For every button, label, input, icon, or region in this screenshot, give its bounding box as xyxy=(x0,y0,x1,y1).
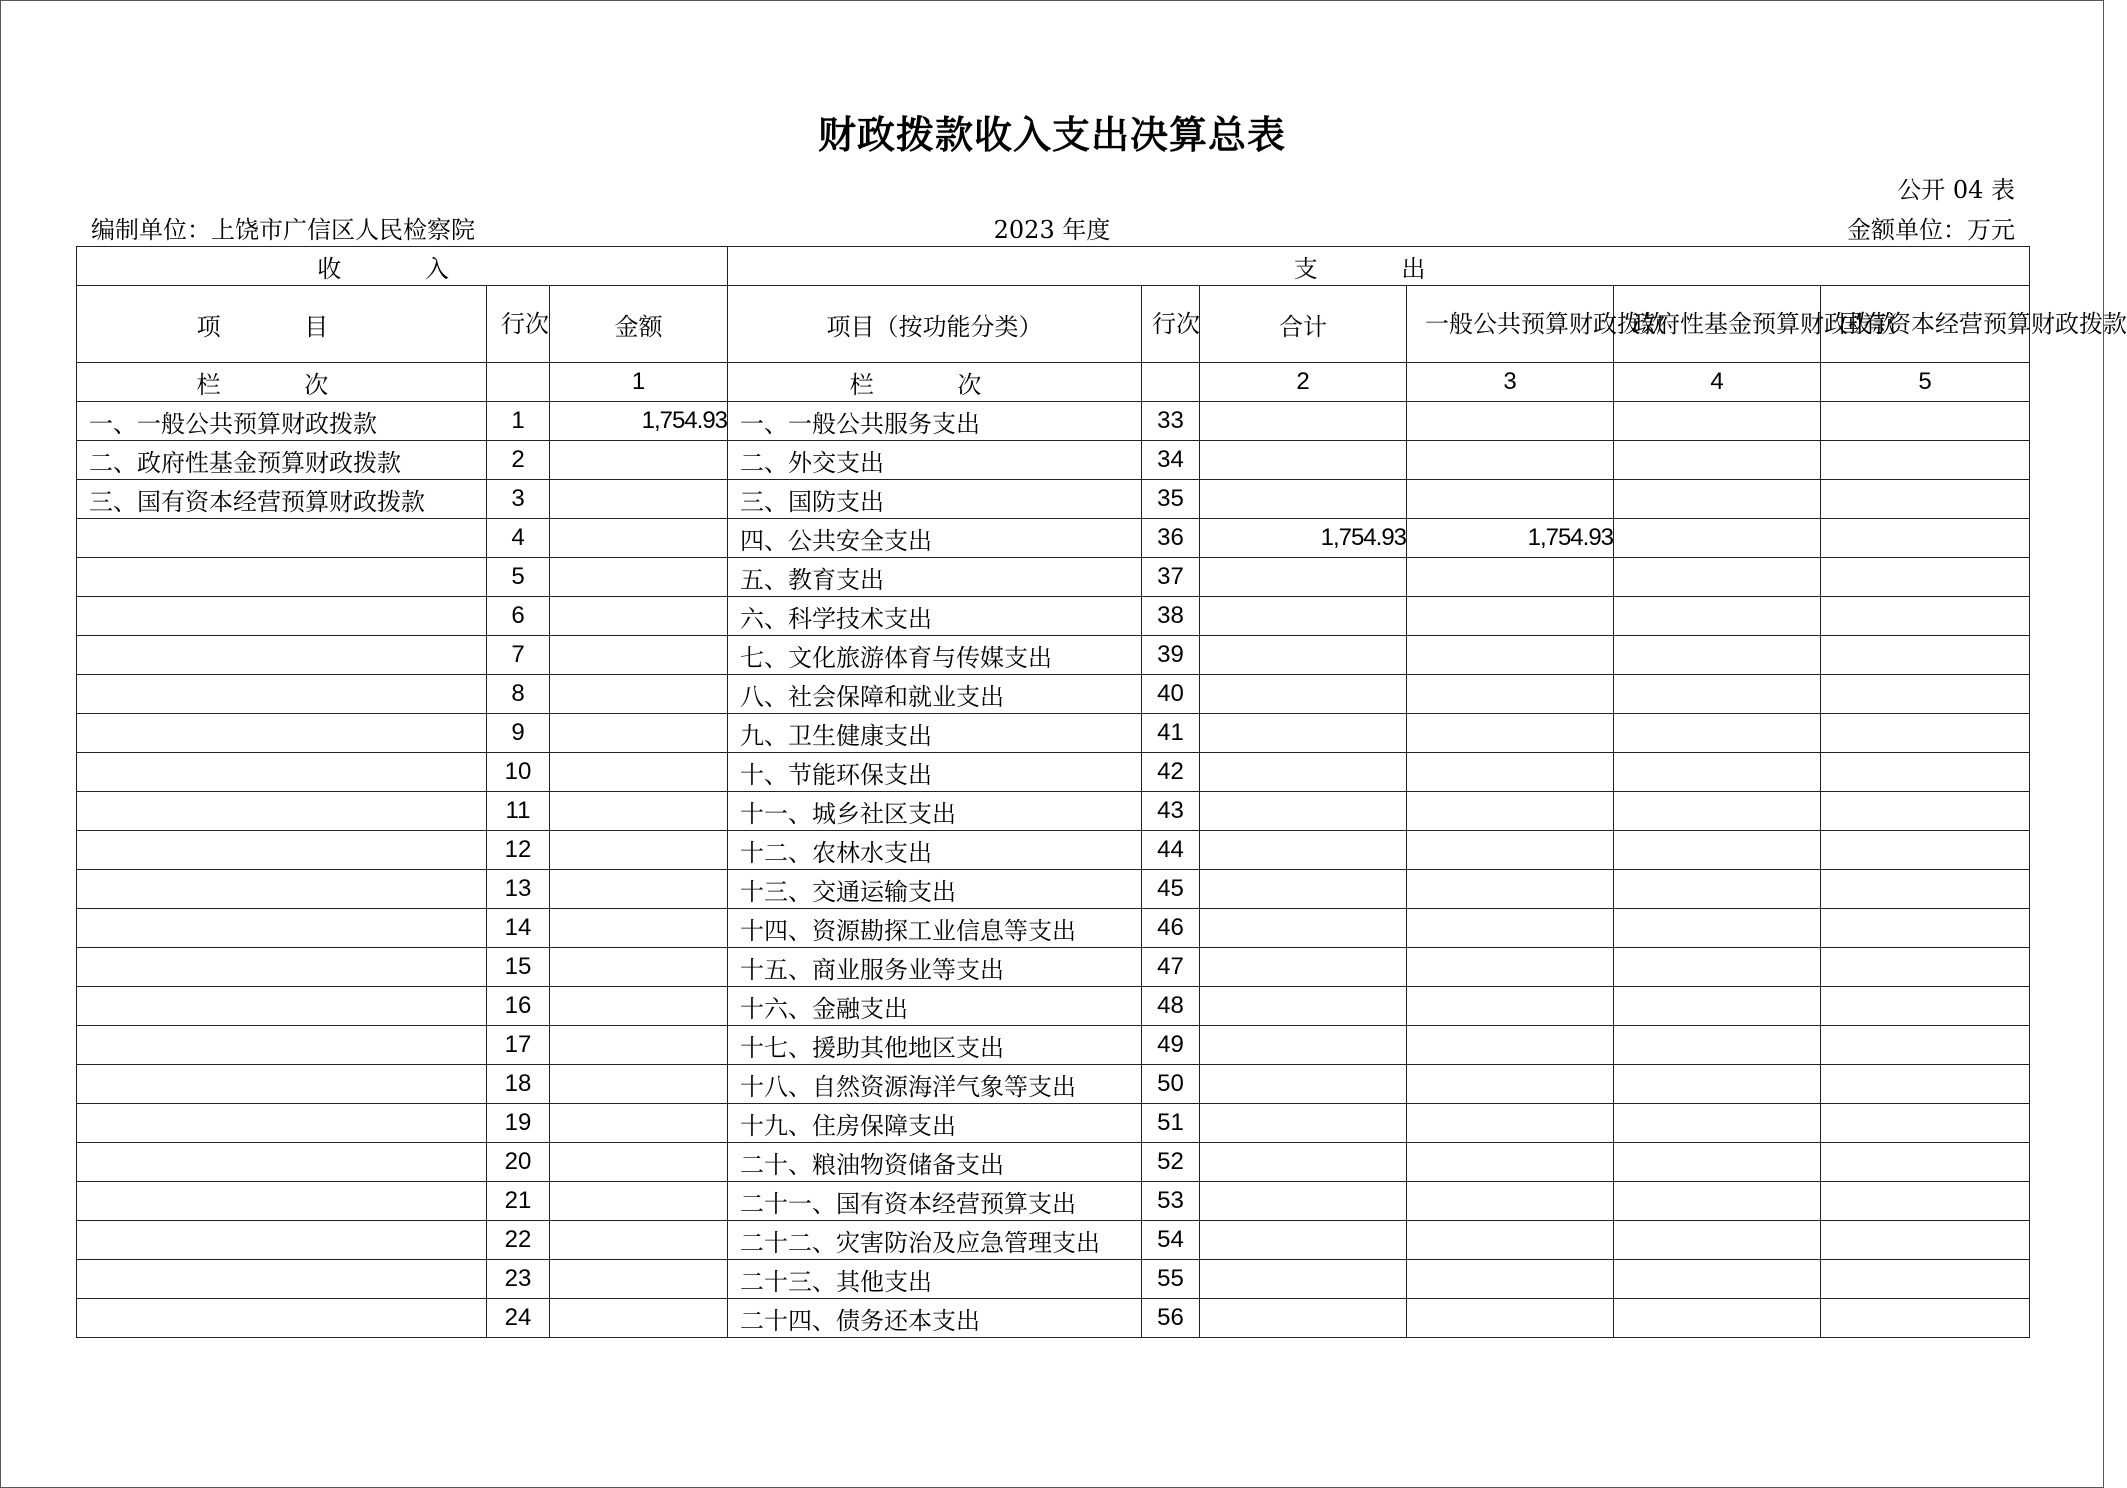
general-budget-amount xyxy=(1407,909,1614,948)
general-budget-amount xyxy=(1407,714,1614,753)
gov-fund-amount xyxy=(1614,987,1821,1026)
state-capital-amount xyxy=(1821,948,2030,987)
expenditure-row-no: 35 xyxy=(1142,480,1200,519)
general-budget-amount xyxy=(1407,1026,1614,1065)
expenditure-row-no: 39 xyxy=(1142,636,1200,675)
state-capital-amount xyxy=(1821,675,2030,714)
table-row xyxy=(77,1065,2030,1104)
table-row xyxy=(77,714,2030,753)
income-row-no: 24 xyxy=(487,1299,550,1338)
row-no-header: 行次 xyxy=(487,286,550,363)
empty-cell xyxy=(487,363,550,402)
gov-fund-amount xyxy=(1614,1143,1821,1182)
income-row-no: 9 xyxy=(487,714,550,753)
gov-fund-amount xyxy=(1614,675,1821,714)
state-capital-header: 国有资本经营预算财政拨款 xyxy=(1821,286,2030,363)
income-amount xyxy=(550,870,728,909)
income-amount xyxy=(550,519,728,558)
income-amount xyxy=(550,1299,728,1338)
income-item xyxy=(77,597,487,636)
income-amount: 1,754.93 xyxy=(550,402,728,441)
income-amount xyxy=(550,948,728,987)
expenditure-header: 支 出 xyxy=(728,247,2030,286)
expenditure-row-no: 50 xyxy=(1142,1065,1200,1104)
total-amount xyxy=(1200,870,1407,909)
total-amount: 1,754.93 xyxy=(1200,519,1407,558)
income-item xyxy=(77,558,487,597)
gov-fund-amount xyxy=(1614,831,1821,870)
expenditure-item: 十八、自然资源海洋气象等支出 xyxy=(728,1065,1142,1104)
income-amount xyxy=(550,753,728,792)
income-row-no: 19 xyxy=(487,1104,550,1143)
expenditure-row-no: 54 xyxy=(1142,1221,1200,1260)
state-capital-amount xyxy=(1821,441,2030,480)
gov-fund-header: 政府性基金预算财政拨款 xyxy=(1614,286,1821,363)
col-number-1: 1 xyxy=(550,363,728,402)
income-row-no: 3 xyxy=(487,480,550,519)
general-budget-header: 一般公共预算财政拨款 xyxy=(1407,286,1614,363)
expenditure-item: 十五、商业服务业等支出 xyxy=(728,948,1142,987)
income-row-no: 10 xyxy=(487,753,550,792)
expenditure-row-no: 36 xyxy=(1142,519,1200,558)
total-amount xyxy=(1200,1260,1407,1299)
gov-fund-amount xyxy=(1614,870,1821,909)
empty-cell xyxy=(1142,363,1200,402)
expenditure-row-no: 33 xyxy=(1142,402,1200,441)
state-capital-amount xyxy=(1821,1026,2030,1065)
expenditure-item: 十四、资源勘探工业信息等支出 xyxy=(728,909,1142,948)
general-budget-amount: 1,754.93 xyxy=(1407,519,1614,558)
income-item xyxy=(77,714,487,753)
gov-fund-amount xyxy=(1614,1065,1821,1104)
state-capital-amount xyxy=(1821,480,2030,519)
total-amount xyxy=(1200,558,1407,597)
gov-fund-amount xyxy=(1614,753,1821,792)
income-amount xyxy=(550,1143,728,1182)
item-header: 项 目 xyxy=(77,286,487,363)
income-row-no: 17 xyxy=(487,1026,550,1065)
state-capital-amount xyxy=(1821,1221,2030,1260)
expenditure-item: 二十一、国有资本经营预算支出 xyxy=(728,1182,1142,1221)
expenditure-row-no: 41 xyxy=(1142,714,1200,753)
total-amount xyxy=(1200,441,1407,480)
income-amount xyxy=(550,1182,728,1221)
income-item xyxy=(77,948,487,987)
expenditure-item: 二、外交支出 xyxy=(728,441,1142,480)
gov-fund-amount xyxy=(1614,441,1821,480)
income-item xyxy=(77,792,487,831)
expenditure-item: 十六、金融支出 xyxy=(728,987,1142,1026)
table-row xyxy=(77,1026,2030,1065)
table-row xyxy=(77,402,2030,441)
table-row xyxy=(77,948,2030,987)
income-item xyxy=(77,1065,487,1104)
gov-fund-amount xyxy=(1614,1104,1821,1143)
total-amount xyxy=(1200,1026,1407,1065)
table-row xyxy=(77,1182,2030,1221)
income-row-no: 8 xyxy=(487,675,550,714)
total-amount xyxy=(1200,675,1407,714)
table-row xyxy=(77,441,2030,480)
expenditure-item: 十三、交通运输支出 xyxy=(728,870,1142,909)
state-capital-amount xyxy=(1821,636,2030,675)
general-budget-amount xyxy=(1407,831,1614,870)
expenditure-item: 四、公共安全支出 xyxy=(728,519,1142,558)
general-budget-amount xyxy=(1407,948,1614,987)
general-budget-amount xyxy=(1407,597,1614,636)
income-item xyxy=(77,870,487,909)
state-capital-amount xyxy=(1821,714,2030,753)
expenditure-item: 一、一般公共服务支出 xyxy=(728,402,1142,441)
expenditure-item: 七、文化旅游体育与传媒支出 xyxy=(728,636,1142,675)
income-item xyxy=(77,1221,487,1260)
general-budget-amount xyxy=(1407,753,1614,792)
income-amount xyxy=(550,831,728,870)
income-amount xyxy=(550,558,728,597)
column-label-expenditure: 栏 次 xyxy=(728,363,1142,402)
expenditure-item: 二十三、其他支出 xyxy=(728,1260,1142,1299)
general-budget-amount xyxy=(1407,558,1614,597)
gov-fund-amount xyxy=(1614,597,1821,636)
income-amount xyxy=(550,597,728,636)
general-budget-amount xyxy=(1407,1260,1614,1299)
total-header: 合计 xyxy=(1200,286,1407,363)
total-amount xyxy=(1200,753,1407,792)
income-row-no: 16 xyxy=(487,987,550,1026)
gov-fund-amount xyxy=(1614,1026,1821,1065)
col-number-5: 5 xyxy=(1821,363,2030,402)
income-amount xyxy=(550,1026,728,1065)
income-amount xyxy=(550,480,728,519)
gov-fund-amount xyxy=(1614,714,1821,753)
col-number-4: 4 xyxy=(1614,363,1821,402)
general-budget-amount xyxy=(1407,870,1614,909)
income-row-no: 13 xyxy=(487,870,550,909)
table-row xyxy=(77,1104,2030,1143)
income-row-no: 15 xyxy=(487,948,550,987)
income-row-no: 5 xyxy=(487,558,550,597)
expenditure-item: 十七、援助其他地区支出 xyxy=(728,1026,1142,1065)
expenditure-row-no: 47 xyxy=(1142,948,1200,987)
income-item xyxy=(77,1143,487,1182)
expenditure-item: 十、节能环保支出 xyxy=(728,753,1142,792)
income-amount xyxy=(550,675,728,714)
gov-fund-amount xyxy=(1614,1299,1821,1338)
item-by-function-header: 项目（按功能分类） xyxy=(728,286,1142,363)
income-amount xyxy=(550,636,728,675)
general-budget-amount xyxy=(1407,1104,1614,1143)
expenditure-row-no: 46 xyxy=(1142,909,1200,948)
income-amount xyxy=(550,441,728,480)
income-row-no: 11 xyxy=(487,792,550,831)
gov-fund-amount xyxy=(1614,909,1821,948)
state-capital-amount xyxy=(1821,1065,2030,1104)
table-row xyxy=(77,636,2030,675)
income-item xyxy=(77,1026,487,1065)
state-capital-amount xyxy=(1821,402,2030,441)
state-capital-amount xyxy=(1821,1299,2030,1338)
income-item xyxy=(77,909,487,948)
state-capital-amount xyxy=(1821,597,2030,636)
general-budget-amount xyxy=(1407,441,1614,480)
income-item xyxy=(77,1299,487,1338)
total-amount xyxy=(1200,831,1407,870)
expenditure-item: 五、教育支出 xyxy=(728,558,1142,597)
income-item xyxy=(77,1104,487,1143)
table-row xyxy=(77,831,2030,870)
income-amount xyxy=(550,714,728,753)
general-budget-amount xyxy=(1407,402,1614,441)
general-budget-amount xyxy=(1407,480,1614,519)
table-row xyxy=(77,753,2030,792)
income-row-no: 23 xyxy=(487,1260,550,1299)
income-row-no: 1 xyxy=(487,402,550,441)
expenditure-row-no: 42 xyxy=(1142,753,1200,792)
table-row xyxy=(77,597,2030,636)
state-capital-amount xyxy=(1821,558,2030,597)
expenditure-row-no: 52 xyxy=(1142,1143,1200,1182)
income-row-no: 22 xyxy=(487,1221,550,1260)
exp-row-no-header: 行次 xyxy=(1142,286,1200,363)
total-amount xyxy=(1200,1065,1407,1104)
total-amount xyxy=(1200,480,1407,519)
total-amount xyxy=(1200,1299,1407,1338)
gov-fund-amount xyxy=(1614,1182,1821,1221)
state-capital-amount xyxy=(1821,1260,2030,1299)
table-row xyxy=(77,558,2030,597)
income-item xyxy=(77,831,487,870)
income-row-no: 20 xyxy=(487,1143,550,1182)
income-item xyxy=(77,519,487,558)
expenditure-row-no: 45 xyxy=(1142,870,1200,909)
compiler-unit: 编制单位：上饶市广信区人民检察院 xyxy=(91,216,475,244)
table-row xyxy=(77,1143,2030,1182)
state-capital-amount xyxy=(1821,1104,2030,1143)
summary-table xyxy=(76,246,2127,1338)
expenditure-row-no: 48 xyxy=(1142,987,1200,1026)
table-row xyxy=(77,987,2030,1026)
expenditure-row-no: 40 xyxy=(1142,675,1200,714)
general-budget-amount xyxy=(1407,1182,1614,1221)
total-amount xyxy=(1200,636,1407,675)
expenditure-item: 三、国防支出 xyxy=(728,480,1142,519)
general-budget-amount xyxy=(1407,675,1614,714)
total-amount xyxy=(1200,1104,1407,1143)
expenditure-item: 二十四、债务还本支出 xyxy=(728,1299,1142,1338)
general-budget-amount xyxy=(1407,792,1614,831)
state-capital-amount xyxy=(1821,1182,2030,1221)
state-capital-amount xyxy=(1821,519,2030,558)
table-row xyxy=(77,480,2030,519)
total-amount xyxy=(1200,714,1407,753)
table-row xyxy=(77,1221,2030,1260)
expenditure-item: 二十二、灾害防治及应急管理支出 xyxy=(728,1221,1142,1260)
expenditure-row-no: 55 xyxy=(1142,1260,1200,1299)
gov-fund-amount xyxy=(1614,1221,1821,1260)
expenditure-item: 十二、农林水支出 xyxy=(728,831,1142,870)
table-row xyxy=(77,870,2030,909)
state-capital-amount xyxy=(1821,987,2030,1026)
general-budget-amount xyxy=(1407,1143,1614,1182)
income-amount xyxy=(550,792,728,831)
table-row xyxy=(77,1299,2030,1338)
income-header: 收 入 xyxy=(77,247,728,286)
expenditure-item: 九、卫生健康支出 xyxy=(728,714,1142,753)
income-amount xyxy=(550,1065,728,1104)
column-label-income: 栏 次 xyxy=(77,363,487,402)
state-capital-amount xyxy=(1821,1143,2030,1182)
income-item: 二、政府性基金预算财政拨款 xyxy=(77,441,487,480)
total-amount xyxy=(1200,792,1407,831)
gov-fund-amount xyxy=(1614,480,1821,519)
income-amount xyxy=(550,1260,728,1299)
state-capital-amount xyxy=(1821,909,2030,948)
table-row xyxy=(77,675,2030,714)
col-number-2: 2 xyxy=(1200,363,1407,402)
total-amount xyxy=(1200,597,1407,636)
general-budget-amount xyxy=(1407,636,1614,675)
col-number-3: 3 xyxy=(1407,363,1614,402)
table-row xyxy=(77,519,2030,558)
expenditure-item: 二十、粮油物资储备支出 xyxy=(728,1143,1142,1182)
total-amount xyxy=(1200,909,1407,948)
page-title: 财政拨款收入支出决算总表 xyxy=(817,112,1286,157)
total-amount xyxy=(1200,1182,1407,1221)
income-item: 一、一般公共预算财政拨款 xyxy=(77,402,487,441)
expenditure-row-no: 51 xyxy=(1142,1104,1200,1143)
income-row-no: 7 xyxy=(487,636,550,675)
income-row-no: 12 xyxy=(487,831,550,870)
total-amount xyxy=(1200,1143,1407,1182)
income-item xyxy=(77,1182,487,1221)
expenditure-row-no: 53 xyxy=(1142,1182,1200,1221)
table-row xyxy=(77,909,2030,948)
state-capital-amount xyxy=(1821,753,2030,792)
table-code: 公开 04 表 xyxy=(1897,176,2015,204)
income-amount xyxy=(550,1104,728,1143)
income-item xyxy=(77,753,487,792)
state-capital-amount xyxy=(1821,831,2030,870)
income-row-no: 18 xyxy=(487,1065,550,1104)
gov-fund-amount xyxy=(1614,1260,1821,1299)
expenditure-item: 十一、城乡社区支出 xyxy=(728,792,1142,831)
income-row-no: 21 xyxy=(487,1182,550,1221)
general-budget-amount xyxy=(1407,1065,1614,1104)
expenditure-row-no: 56 xyxy=(1142,1299,1200,1338)
expenditure-item: 六、科学技术支出 xyxy=(728,597,1142,636)
gov-fund-amount xyxy=(1614,558,1821,597)
general-budget-amount xyxy=(1407,1299,1614,1338)
income-item: 三、国有资本经营预算财政拨款 xyxy=(77,480,487,519)
expenditure-row-no: 34 xyxy=(1142,441,1200,480)
expenditure-row-no: 43 xyxy=(1142,792,1200,831)
table-row xyxy=(77,1260,2030,1299)
amount-header: 金额 xyxy=(550,286,728,363)
income-item xyxy=(77,1260,487,1299)
total-amount xyxy=(1200,1221,1407,1260)
expenditure-row-no: 37 xyxy=(1142,558,1200,597)
gov-fund-amount xyxy=(1614,519,1821,558)
gov-fund-amount xyxy=(1614,948,1821,987)
income-amount xyxy=(550,909,728,948)
state-capital-amount xyxy=(1821,792,2030,831)
total-amount xyxy=(1200,987,1407,1026)
fiscal-year: 2023 年度 xyxy=(993,216,1111,244)
income-row-no: 4 xyxy=(487,519,550,558)
general-budget-amount xyxy=(1407,987,1614,1026)
table-row xyxy=(77,792,2030,831)
money-unit: 金额单位：万元 xyxy=(1847,216,2015,244)
income-row-no: 2 xyxy=(487,441,550,480)
gov-fund-amount xyxy=(1614,402,1821,441)
income-amount xyxy=(550,1221,728,1260)
expenditure-item: 八、社会保障和就业支出 xyxy=(728,675,1142,714)
expenditure-row-no: 44 xyxy=(1142,831,1200,870)
state-capital-amount xyxy=(1821,870,2030,909)
expenditure-item: 十九、住房保障支出 xyxy=(728,1104,1142,1143)
income-amount xyxy=(550,987,728,1026)
income-item xyxy=(77,675,487,714)
income-item xyxy=(77,987,487,1026)
total-amount xyxy=(1200,402,1407,441)
gov-fund-amount xyxy=(1614,636,1821,675)
income-row-no: 14 xyxy=(487,909,550,948)
expenditure-row-no: 49 xyxy=(1142,1026,1200,1065)
gov-fund-amount xyxy=(1614,792,1821,831)
expenditure-row-no: 38 xyxy=(1142,597,1200,636)
income-row-no: 6 xyxy=(487,597,550,636)
total-amount xyxy=(1200,948,1407,987)
general-budget-amount xyxy=(1407,1221,1614,1260)
income-item xyxy=(77,636,487,675)
